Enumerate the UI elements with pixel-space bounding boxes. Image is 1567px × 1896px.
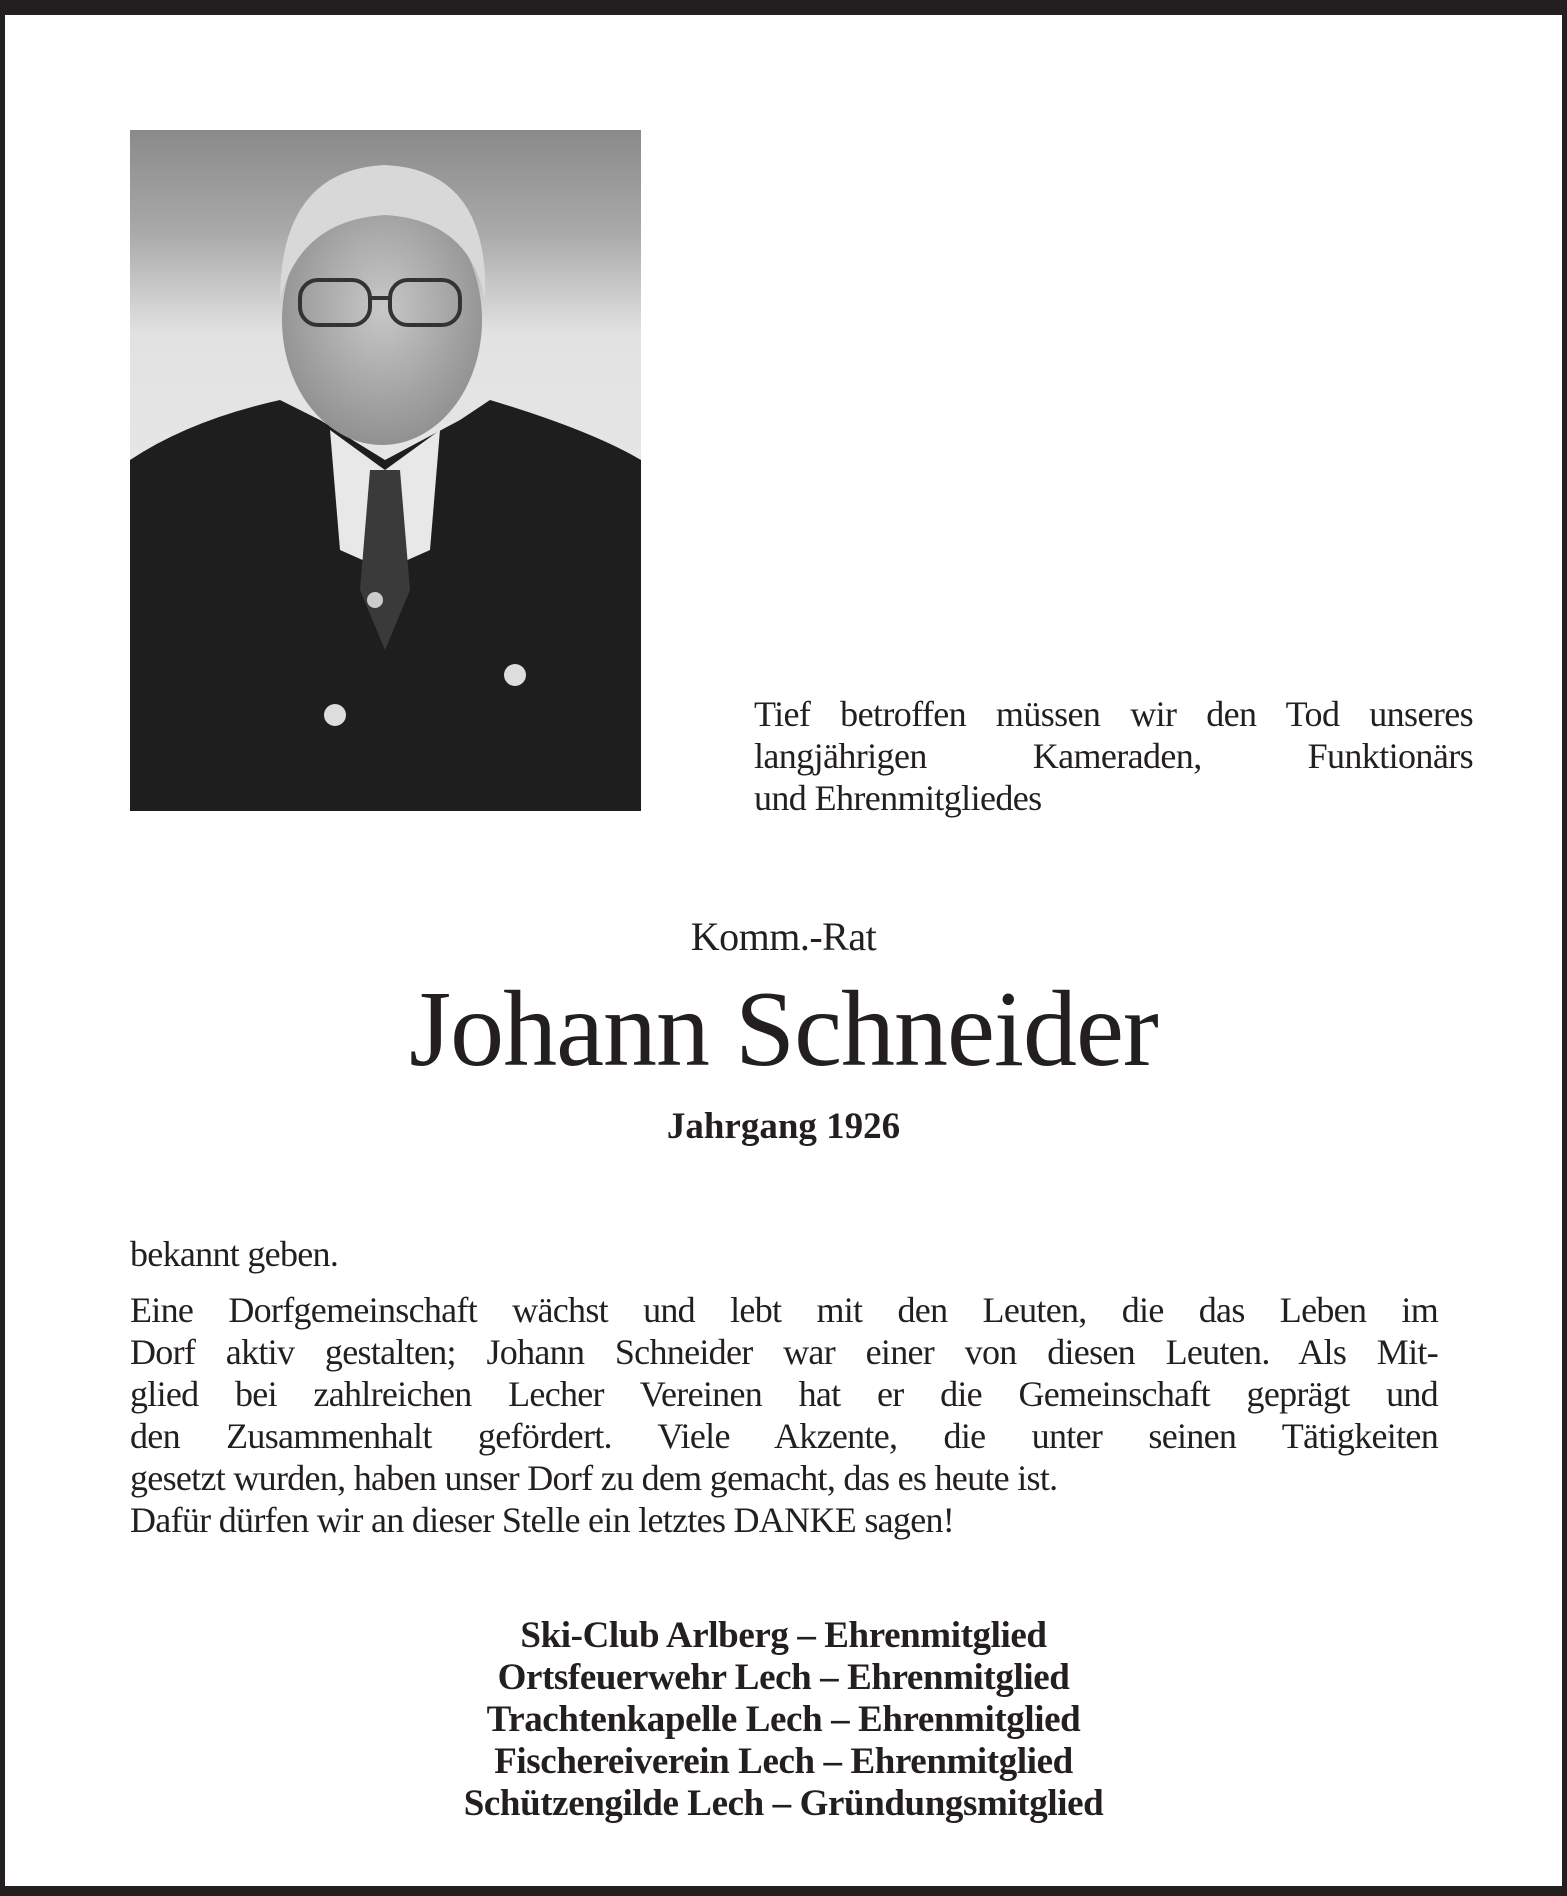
body-line: den Zusammenhalt gefördert. Viele Akzente, die unter seinen Tätigkeiten bbox=[130, 1416, 1438, 1456]
body-text bbox=[130, 1233, 1438, 1541]
intro-text bbox=[754, 693, 1473, 819]
membership-item: Ski-Club Arlberg – Ehrenmitglied bbox=[520, 1615, 1047, 1656]
memberships-list bbox=[5, 1615, 1562, 1825]
intro-line: und Ehrenmitgliedes bbox=[754, 778, 1042, 818]
honorific-title: Komm.-Rat bbox=[690, 914, 877, 959]
portrait-image bbox=[130, 130, 641, 811]
membership-item: Schützengilde Lech – Gründungsmitglied bbox=[463, 1783, 1104, 1824]
birth-year: Jahrgang 1926 bbox=[666, 1106, 901, 1147]
body-line: Eine Dorfgemeinschaft wächst und lebt mit den Leuten, die das Leben im bbox=[130, 1290, 1438, 1330]
membership-item: Trachtenkapelle Lech – Ehrenmitglied bbox=[486, 1699, 1081, 1740]
body-line: Dafür dürfen wir an dieser Stelle ein letztes DANKE sagen! bbox=[130, 1500, 955, 1540]
portrait-photo bbox=[130, 130, 641, 811]
intro-line: langjährigen Kameraden, Funktionärs bbox=[754, 736, 1473, 776]
membership-item: Fischereiverein Lech – Ehrenmitglied bbox=[494, 1741, 1073, 1782]
body-line: Dorf aktiv gestalten; Johann Schneider war einer von diesen Leuten. Als Mit- bbox=[130, 1332, 1438, 1372]
intro-line: Tief betroffen müssen wir den Tod unseres bbox=[754, 694, 1473, 734]
deceased-name: Johann Schneider bbox=[409, 970, 1158, 1089]
membership-item: Ortsfeuerwehr Lech – Ehrenmitglied bbox=[497, 1657, 1070, 1698]
obituary-page bbox=[5, 15, 1562, 1886]
body-line: gesetzt wurden, haben unser Dorf zu dem gemacht, das es heute ist. bbox=[130, 1458, 1058, 1498]
body-line: bekannt geben. bbox=[130, 1234, 339, 1274]
body-line: glied bei zahlreichen Lecher Vereinen hat er die Gemeinschaft geprägt und bbox=[130, 1374, 1438, 1414]
